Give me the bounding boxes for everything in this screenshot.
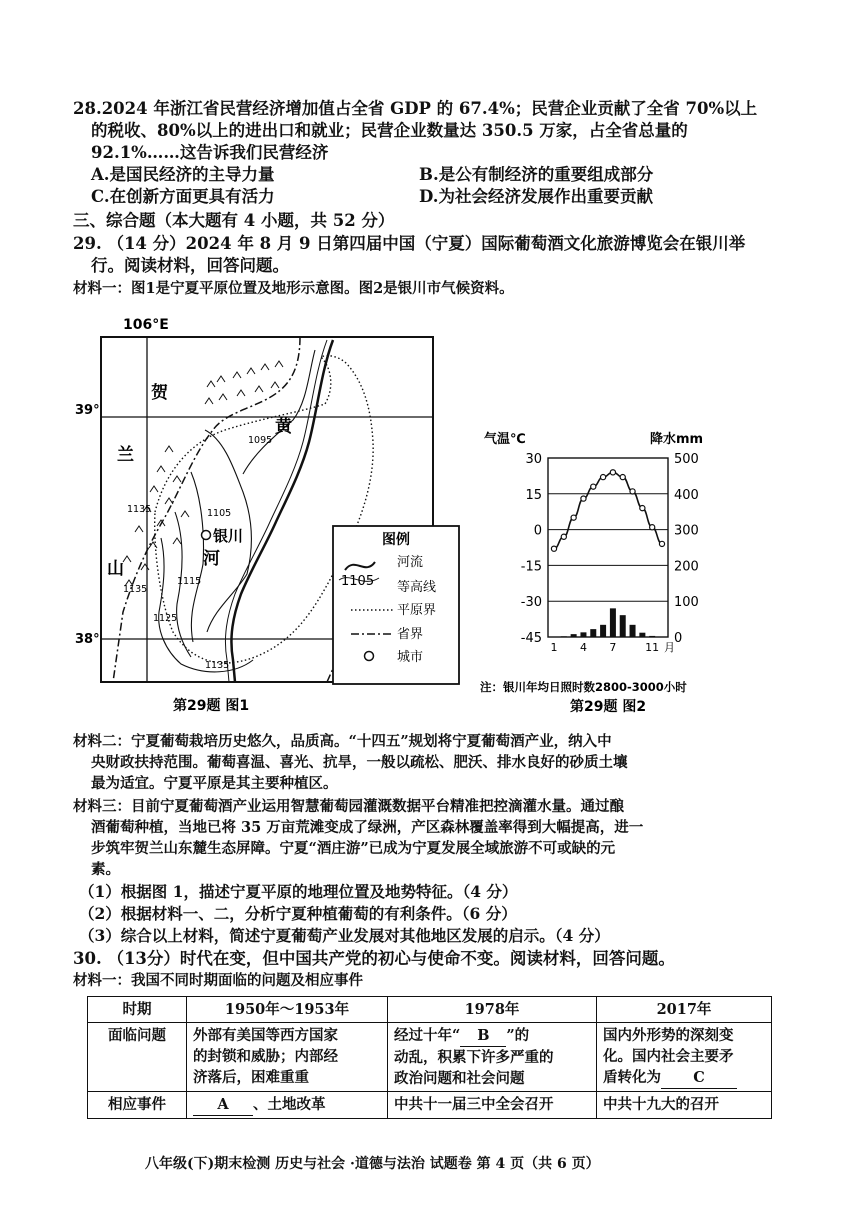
- temperature-point: [561, 534, 566, 539]
- q29-material3-line2: 酒葡萄种植，当地已将 35 万亩荒滩变成了绿洲，产区森林覆盖率得到大幅提高，进一: [91, 819, 644, 836]
- contour-label: 1125: [153, 613, 178, 624]
- helan-char-1: 贺: [151, 383, 168, 403]
- q28-option-c: C.在创新方面更具有活力: [91, 187, 275, 206]
- cell-line: 国内外形势的深刻变: [603, 1027, 734, 1044]
- precipitation-bar: [639, 633, 645, 637]
- q28-line3: 92.1%……这告诉我们民营经济: [91, 143, 329, 162]
- temperature-point: [600, 474, 605, 479]
- table-header-cell: 时期: [88, 997, 187, 1023]
- river-char-1: 黄: [275, 417, 292, 437]
- cell-line: 化。国内社会主要矛: [603, 1048, 734, 1065]
- right-tick-label: 100: [674, 595, 699, 611]
- cell-line: [603, 1067, 765, 1089]
- q29-material2-line1: 材料二：宁夏葡萄栽培历史悠久，品质高。“十四五”规划将宁夏葡萄酒产业，纳入中: [73, 733, 612, 750]
- helan-char-2: 兰: [117, 445, 134, 465]
- longitude-label: 106°E: [123, 317, 169, 333]
- precipitation-bar: [571, 634, 577, 637]
- contour-label: 1095: [248, 435, 273, 446]
- x-tick-label: 7: [609, 641, 617, 654]
- table-header-cell: 2017年: [597, 997, 772, 1023]
- blank-a[interactable]: A: [193, 1094, 253, 1116]
- temperature-point: [630, 489, 635, 494]
- cell-text: 盾转化为: [603, 1069, 661, 1086]
- page-footer: 八年级(下)期末检测 历史与社会 ·道德与法治 试题卷 第 4 页（共 6 页）: [145, 1156, 600, 1172]
- temperature-point: [591, 484, 596, 489]
- precipitation-bar: [649, 636, 655, 637]
- table-header-cell: 1978年: [388, 997, 597, 1023]
- figure1-caption: 第29题 图1: [173, 698, 250, 714]
- table-cell: 中共十九大的召开: [597, 1092, 772, 1119]
- q30-table: [87, 996, 772, 1119]
- climate-chart: [478, 425, 778, 725]
- yellow-river: [231, 340, 333, 682]
- right-tick-label: 400: [674, 487, 699, 503]
- table-cell: [388, 1023, 597, 1092]
- left-tick-label: 15: [525, 487, 542, 503]
- contour-label: 1135: [205, 660, 230, 671]
- right-tick-label: 200: [674, 559, 699, 575]
- ningxia-map-figure: [75, 312, 475, 722]
- left-tick-label: -45: [520, 631, 542, 646]
- table-cell: [597, 1023, 772, 1092]
- temperature-point: [650, 525, 655, 530]
- right-tick-label: 500: [674, 452, 699, 467]
- contour-line-1115: [191, 472, 204, 642]
- chart-ylabel-right: 降水mm: [650, 432, 704, 447]
- yinchuan-label: 银川: [213, 527, 244, 545]
- temperature-point: [551, 546, 556, 551]
- cell-line: 济落后，困难重重: [193, 1069, 309, 1086]
- q30-line1: 30. （13分）时代在变，但中国共产党的初心与使命不变。阅读材料，回答问题。: [73, 949, 675, 968]
- x-tick-label: 11: [645, 641, 660, 654]
- q29-material3-line3: 步筑牢贺兰山东麓生态屏障。宁夏“酒庄游”已成为宁夏发展全域旅游不可或缺的元: [91, 840, 616, 857]
- latitude-39-label: 39°: [75, 403, 100, 418]
- table-row-problems: [88, 1023, 772, 1092]
- precipitation-bars: [551, 608, 665, 637]
- q29-line1: 29. （14 分）2024 年 8 月 9 日第四届中国（宁夏）国际葡萄酒文化旅游博览会在银川举: [73, 234, 746, 253]
- legend-item-plain: 平原界: [397, 603, 437, 618]
- q29-subquestion-3: （3）综合以上材料，简述宁夏葡萄产业发展对其他地区发展的启示。（4 分）: [79, 926, 610, 945]
- cell-line: 的封锁和威胁；内部经: [193, 1048, 338, 1065]
- cell-line: 外部有美国等西方国家: [193, 1027, 338, 1044]
- chart-note: 注：银川年均日照时数2800-3000小时: [480, 680, 687, 694]
- temperature-curve: [551, 470, 664, 552]
- row-label: 面临问题: [88, 1023, 187, 1092]
- precipitation-bar: [580, 632, 586, 637]
- blank-b[interactable]: B: [460, 1025, 506, 1047]
- left-tick-label: -30: [520, 595, 542, 611]
- q29-material2-line2: 央财政扶持范围。葡萄喜温、喜光、抗旱，一般以疏松、肥沃、排水良好的砂质土壤: [91, 754, 628, 771]
- precipitation-bar: [561, 636, 567, 637]
- q28-option-d: D.为社会经济发展作出重要贡献: [419, 187, 653, 206]
- cell-text: 、土地改革: [253, 1096, 326, 1113]
- legend-item-province: 省界: [397, 627, 424, 642]
- temperature-line: [554, 472, 662, 548]
- q29-line2: 行。阅读材料，回答问题。: [91, 256, 289, 275]
- cell-text: ”的: [506, 1027, 530, 1044]
- row-label: 相应事件: [88, 1092, 187, 1119]
- yinchuan-city-marker: [202, 531, 211, 540]
- chart-gridlines: [548, 458, 668, 637]
- cell-line: 动乱，积累下许多严重的: [394, 1049, 554, 1066]
- temperature-point: [581, 496, 586, 501]
- temperature-point: [610, 470, 615, 475]
- q28-option-a: A.是国民经济的主导力量: [91, 165, 275, 184]
- temperature-point: [659, 541, 664, 546]
- precipitation-bar: [600, 625, 606, 637]
- legend-item-city: 城市: [397, 650, 424, 665]
- q29-subquestion-1: （1）根据图 1，描述宁夏平原的地理位置及地势特征。（4 分）: [79, 882, 518, 901]
- q29-material1: 材料一：图1是宁夏平原位置及地形示意图。图2是银川市气候资料。: [73, 280, 514, 297]
- blank-c[interactable]: C: [661, 1067, 737, 1089]
- cell-line: 政治问题和社会问题: [394, 1070, 525, 1087]
- latitude-38-label: 38°: [75, 632, 100, 647]
- temperature-point: [620, 474, 625, 479]
- legend-item-river: 河流: [397, 555, 424, 570]
- contour-label: 1105: [207, 508, 232, 519]
- temperature-point: [571, 515, 576, 520]
- precipitation-bar: [620, 615, 626, 637]
- section-heading: 三、综合题（本大题有 4 小题，共 52 分）: [73, 211, 395, 230]
- q29-subquestion-2: （2）根据材料一、二，分析宁夏种植葡萄的有利条件。（6 分）: [79, 904, 517, 923]
- q29-material2-line3: 最为适宜。宁夏平原是其主要种植区。: [91, 775, 338, 792]
- table-header-cell: 1950年～1953年: [187, 997, 388, 1023]
- q28-line2: 的税收、80%以上的进出口和就业；民营企业数量达 350.5 万家，占全省总量的: [91, 121, 688, 140]
- q28-line1: 28.2024 年浙江省民营经济增加值占全省 GDP 的 67.4%；民营企业贡献了全省 70%以上: [73, 99, 758, 118]
- table-row-events: [88, 1092, 772, 1119]
- x-tick-label: 1: [550, 641, 558, 654]
- helan-char-3: 山: [107, 559, 124, 579]
- q29-material3-line4: 素。: [91, 861, 120, 878]
- cell-line: [394, 1025, 590, 1047]
- table-cell: [187, 1023, 388, 1092]
- table-cell: [187, 1092, 388, 1119]
- map-legend-box: [333, 526, 459, 684]
- table-cell: 中共十一届三中全会召开: [388, 1092, 597, 1119]
- temperature-point: [640, 506, 645, 511]
- right-tick-label: 300: [674, 523, 699, 539]
- legend-city-symbol: [365, 652, 374, 661]
- contour-label: 1135: [123, 584, 148, 595]
- precipitation-bar: [630, 625, 636, 637]
- q29-material3-line1: 材料三：目前宁夏葡萄酒产业运用智慧葡萄园灌溉数据平台精准把控滴灌水量。通过酿: [73, 798, 624, 815]
- precipitation-bar: [590, 629, 596, 637]
- contour-label: 1115: [177, 576, 202, 587]
- precipitation-bar: [610, 608, 616, 637]
- x-unit-label: 月: [664, 641, 675, 654]
- chart-frame: [548, 458, 668, 637]
- left-tick-label: -15: [520, 559, 542, 575]
- left-tick-label: 0: [533, 523, 542, 539]
- cell-text: 经过十年“: [394, 1027, 461, 1044]
- legend-contour-sample: 1105: [341, 574, 375, 589]
- contour-label: 1135: [127, 504, 152, 515]
- chart-ylabel-left: 气温℃: [484, 432, 526, 447]
- x-tick-label: 4: [579, 641, 587, 654]
- legend-item-contour: 等高线: [397, 580, 437, 595]
- figure2-caption: 第29题 图2: [570, 699, 647, 715]
- river-char-2: 河: [203, 549, 220, 569]
- legend-title: 图例: [382, 532, 410, 548]
- right-tick-label: 0: [674, 631, 683, 646]
- left-tick-label: 30: [525, 452, 542, 467]
- table-header-row: [88, 997, 772, 1023]
- q30-material1: 材料一：我国不同时期面临的问题及相应事件: [73, 972, 363, 989]
- q28-option-b: B.是公有制经济的重要组成部分: [419, 165, 654, 184]
